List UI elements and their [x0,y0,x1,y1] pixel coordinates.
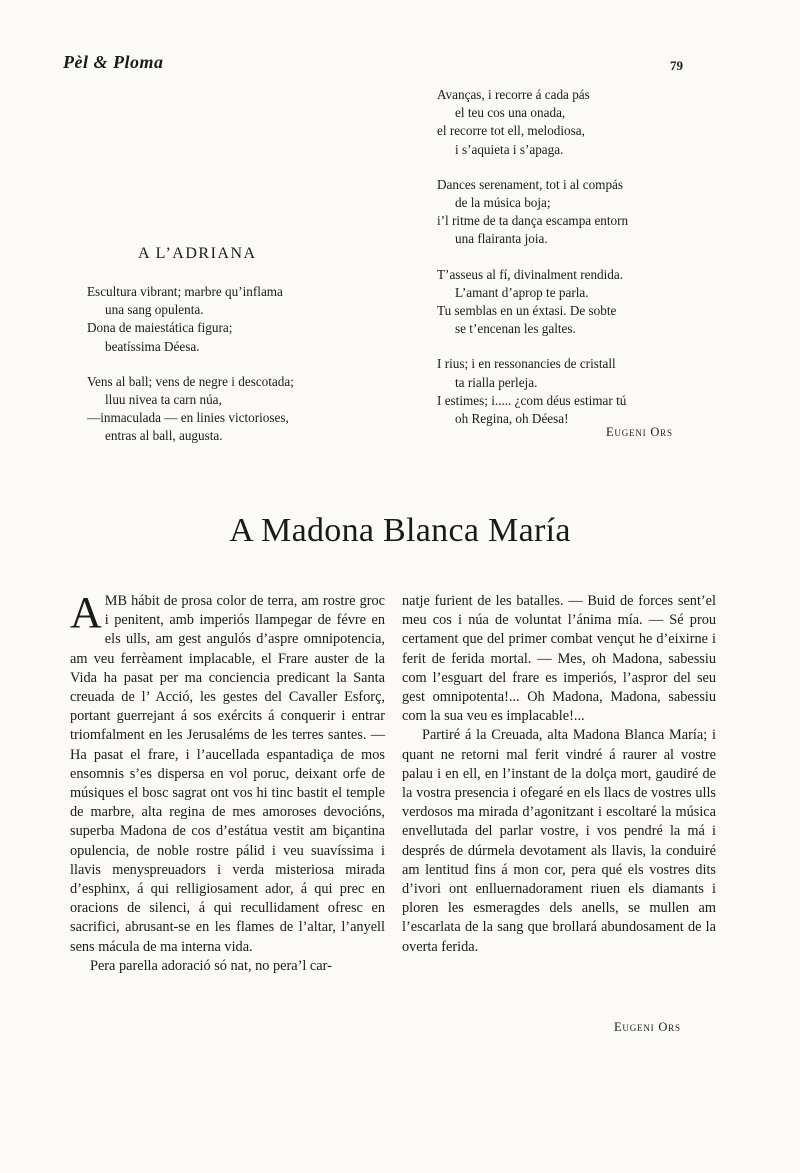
verse-line: el teu cos una onada, [455,105,566,121]
poem-right-column [437,86,628,445]
verse-line: ta rialla perleja. [455,374,538,390]
stanza [87,283,294,356]
verse-line: se t’encenan les galtes. [455,321,576,337]
verse-line: Avanças, i recorre á cada pás [437,87,590,102]
journal-title: Pèl & Ploma [63,52,164,72]
essay-title: A Madona Blanca María [229,512,571,549]
verse-line: L’amant d’aprop te parla. [455,284,589,300]
drop-cap: A [70,588,102,637]
verse-line: I rius; i en ressonancies de cristall [437,356,616,372]
verse-line: i s’aquieta i s’apaga. [455,141,564,157]
verse-line: una sang opulenta. [105,302,204,318]
essay-right-column [402,592,716,957]
poem-title: A L’ADRIANA [138,245,257,262]
verse-line: beatíssima Déesa. [105,338,200,354]
stanza [437,266,628,339]
essay-paragraph [70,588,385,957]
verse-line: Dona de maiestática figura; [87,320,233,336]
essay-signature: Eugeni Ors [614,1020,681,1034]
essay-paragraph: Partiré á la Creuada, alta Madona Blanca María; i quant ne retorni mal ferit vindré á raurer al vostre palau i en ell, en l’instant de la dolça mort, gaudiré de la vostra presencia i ofegaré en els llacs de vostres ulls verdosos ma mirada d’agonitzant i escoltaré la música envellutada del parlar vostre, i vos pendré la má i després de dúrmela devotament als llavis, la conduiré am lentitud fins á mon cor, pera qué els vostres dits d’ivori ont enlluernadorament riuen els diamants i ploren les esmeragdes dels anells, se mullen am l’escarlata de la sang que brollará abundosament de la overta ferida. [402,727,716,955]
essay-left-column [70,588,385,976]
verse-line: Dances serenament, tot i al compás [437,176,624,192]
verse-line: Tu semblas en un éxtasi. De sobte [437,303,617,319]
verse-line: —inmaculada — en linies victorioses, [87,410,289,426]
verse-line: lluu nivea ta carn núa, [105,392,222,408]
stanza [437,176,628,249]
poem-signature: Eugeni Ors [606,425,673,439]
verse-line: oh Regina, oh Déesa! [455,411,569,427]
verse-line: T’asseus al fí, divinalment rendida. [437,266,624,282]
page-number: 79 [670,58,683,73]
stanza [437,86,628,159]
paragraph-text: MB hábit de prosa color de terra, am rostre groc i penitent, amb imperiós llampegar de févre en els ulls, am gest angulós d’aspre omnipotencia, am veu ferrèament implacable, el Frare auster de la Vida ha pasat per ma conciencia predicant la Santa creuada de l’ Acció, les gestes del Cavaller Esforç, portant guerrejant á sos exércits á conquerir i entrar triomfalment en les Jerusaléms de les terres santes. — Ha pasat el frare, i l’aucellada espantadiça de mos ensomnis s’es dispersa en vol poruc, deixant orfe de músiques el bosc sagrat ont vos hi tinc bastit el temple de marbre, alta regina de mes amoroses devocións, superba Madona de cos d’estátua vestit am biçantina opulencia, de noble rostre pálid i veu suavíssima i llavis menyspreuadors i verda misteriosa mirada d’esphinx, á qui relligiosament ador, á qui prec en oracions de silenci, á qui recullidament ofresc en sacrifici, abrusant-se en les flames de l’altar, l’anyell sens mácula de ma interna vida. [70,593,385,955]
poem-left-column [87,283,294,463]
verse-line: Vens al ball; vens de negre i descotada; [87,373,294,389]
verse-line: entras al ball, augusta. [105,428,223,444]
verse-line: de la música boja; [455,195,551,211]
verse-line: I estimes; i..... ¿com déus estimar tú [437,392,627,408]
essay-paragraph: Pera parella adoració só nat, no pera’l car- [90,957,332,974]
stanza [437,355,628,428]
essay-paragraph: natje furient de les batalles. — Buid de forces sent’el meu cos i núa de voluntat l’ánima mía. — Sé prou certament que del primer combat vençut he d’eixirne i ferit de ferida mortal. — Mes, oh Madona, sabessiu com l’esguart del frare es imperiós, l’aspror del seu gest omnipotenta!... Oh Madona, Madona, sabessiu com la sua veu es implacable!... [402,593,716,725]
verse-line: i’l ritme de ta dança escampa entorn [437,213,629,229]
verse-line: el recorre tot ell, melodiosa, [437,123,585,139]
verse-line: Escultura vibrant; marbre qu’inflama [87,284,283,299]
verse-line: una flairanta joia. [455,231,548,247]
stanza [87,373,294,446]
